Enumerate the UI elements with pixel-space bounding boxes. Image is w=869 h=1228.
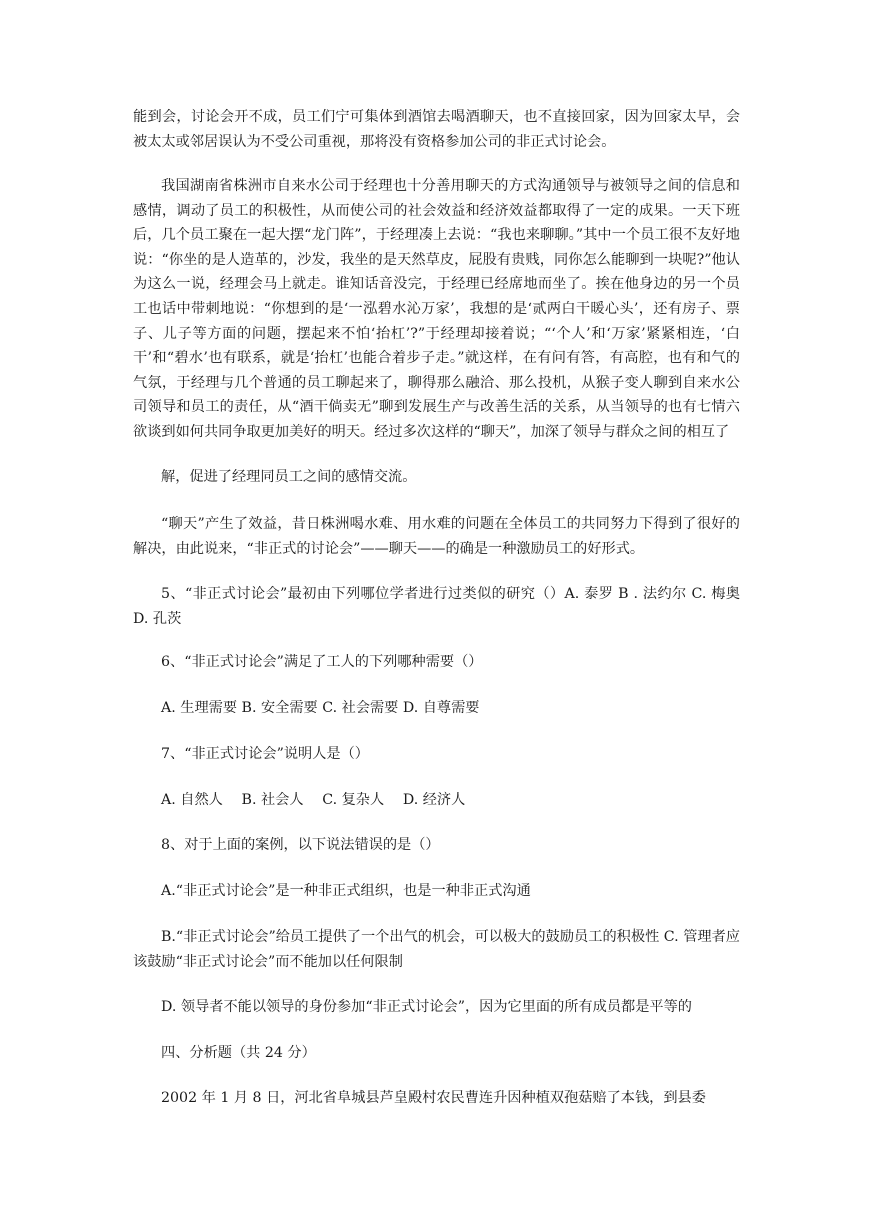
paragraph-1: 能到会，讨论会开不成，员工们宁可集体到酒馆去喝酒聊天，也不直接回家，因为回家太早，会被太太或邻居误认为不受公司重视，那将没有资格参加公司的非正式讨论会。 (133, 109, 740, 150)
question-6: 6、“非正式讨论会”满足了工人的下列哪种需要（） (161, 654, 483, 670)
question-7-options: A. 自然人 B. 社会人 C. 复杂人 D. 经济人 (161, 792, 466, 808)
question-8: 8、对于上面的案例，以下说法错误的是（） (161, 837, 440, 853)
paragraph-3: 解，促进了经理同员工之间的感情交流。 (161, 469, 417, 485)
paragraph-2: 我国湖南省株洲市自来水公司于经理也十分善用聊天的方式沟通领导与被领导之间的信息和感情，调动了员工的积极性，从而使公司的社会效益和经济效益都取得了一定的成果。一天下班后，几个员工聚在一起大摆“龙门阵”，于经理凑上去说：“我也来聊聊。”其中一个员工很不友好地说：“你坐的是人造革的，沙发，我坐的是天然草皮，屁股有贵贱，同你怎么能聊到一块呢?”他认为这么一说，经理会马上就走。谁知话音没完，于经理已经席地而坐了。挨在他身边的另一个员工也话中带刺地说：“你想到的是‘一泓碧水沁万家’，我想的是‘贰两白干暖心头’，还有房子、票子、儿子等方面的问题，摆起来不怕‘抬杠’?”于经理却接着说；“‘个人’和‘万家’紧紧相连，‘白干’和“碧水’也有联系，就是‘抬杠’也能合着步子走。”就这样，在有问有答，有高腔，也有和气的气氛，于经理与几个普通的员工聊起来了，聊得那么融洽、那么投机，从猴子变人聊到自来水公司领导和员工的责任，从“酒干倘卖无”聊到发展生产与改善生活的关系，从当领导的也有七情六欲谈到如何共同争取更加美好的明天。经过多次这样的“聊天”，加深了领导与群众之间的相互了 (133, 178, 740, 440)
paragraph-4: “聊天”产生了效益，昔日株洲喝水难、用水难的问题在全体员工的共同努力下得到了很好的解决，由此说来，“非正式的讨论会”——聊天——的确是一种激励员工的好形式。 (133, 516, 740, 557)
question-8-option-a: A.“非正式讨论会”是一种非正式组织，也是一种非正式沟通 (161, 883, 531, 899)
paragraph-analysis: 2002 年 1 月 8 日，河北省阜城县芦皇殿村农民曹连升因种植双孢菇赔了本钱，到县委 (161, 1090, 706, 1106)
question-8-option-b-c: B.“非正式讨论会”给员工提供了一个出气的机会，可以极大的鼓励员工的积极性 C. 管理者应该鼓励“非正式讨论会”而不能加以任何限制 (133, 929, 740, 970)
question-6-options: A. 生理需要 B. 安全需要 C. 社会需要 D. 自尊需要 (161, 700, 480, 716)
question-7: 7、“非正式讨论会”说明人是（） (161, 746, 369, 762)
question-8-option-d: D. 领导者不能以领导的身份参加“非正式讨论会”，因为它里面的所有成员都是平等的 (161, 999, 692, 1015)
section-heading: 四、分析题（共 24 分） (161, 1045, 316, 1061)
question-5: 5、“非正式讨论会”最初由下列哪位学者进行过类似的研究（）A. 泰罗 B . 法约尔 C. 梅奥 D. 孔茨 (133, 586, 740, 627)
